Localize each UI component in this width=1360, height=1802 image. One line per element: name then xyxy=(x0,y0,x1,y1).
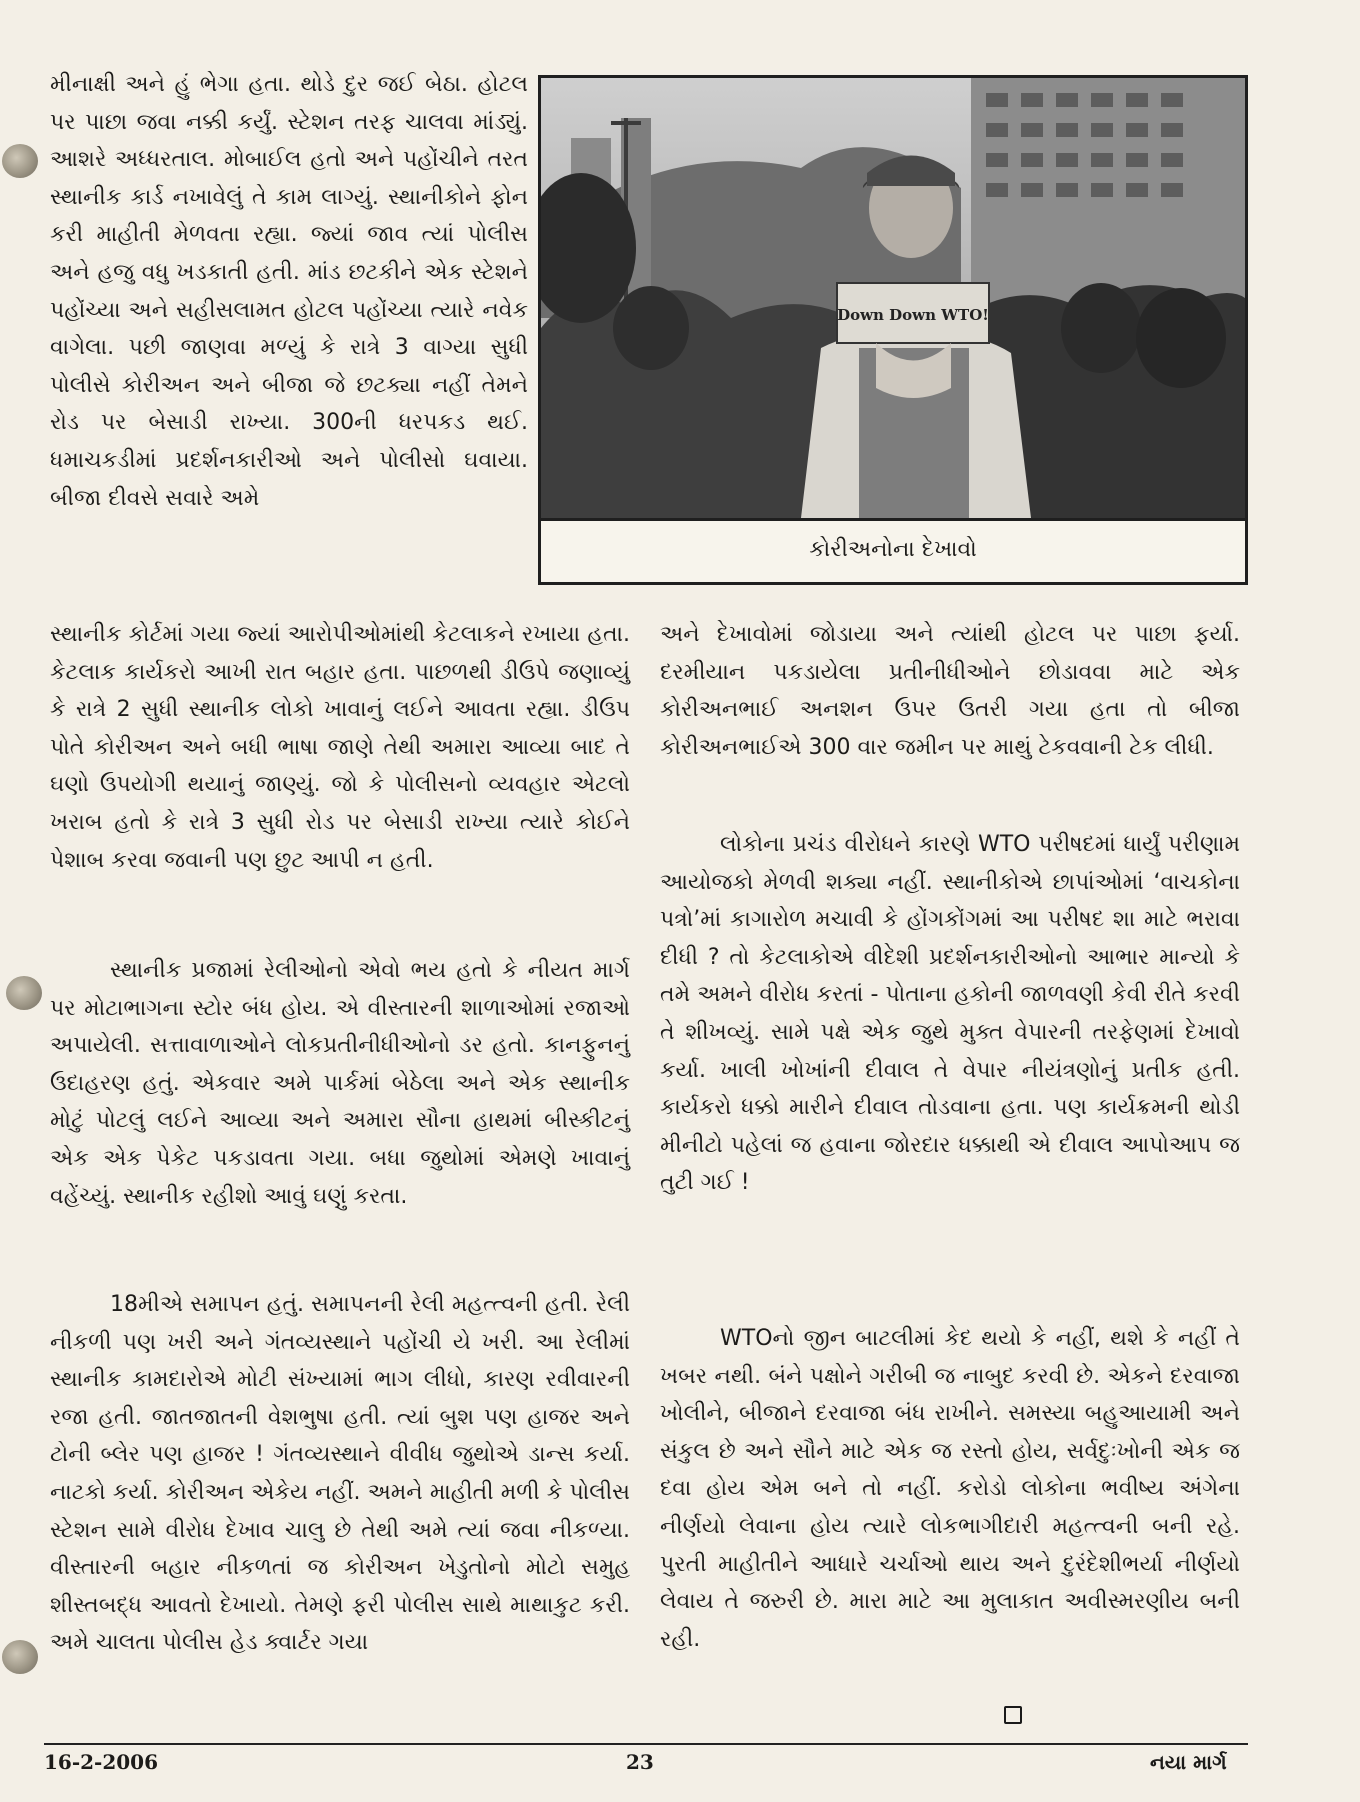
end-of-article-mark xyxy=(1004,1706,1022,1724)
page-number: 23 xyxy=(626,1750,654,1774)
punch-hole-top xyxy=(2,144,38,178)
footer-date: 16-2-2006 xyxy=(44,1750,159,1774)
punch-hole-middle xyxy=(6,976,42,1010)
footer-rule xyxy=(44,1743,1248,1745)
article-paragraph-3: સ્થાનીક પ્રજામાં રેલીઓનો એવો ભય હતો કે નીયત માર્ગ પર મોટાભાગના સ્ટોર બંધ હોય. એ વીસ્તારની શાળાઓમાં રજાઓ અપાયેલી. સત્તાવાળાઓને લોકપ્રતીનીધીઓનો ડર હતો. કાનફુનનું ઉદાહરણ હતું. એકવાર અમે પાર્કમાં બેઠેલા અને એક સ્થાનીક મોટું પોટલું લઈને આવ્યા અને અમારા સૌના હાથમાં બીસ્કીટનું એક એક પેકેટ પકડાવતા ગયા. બધા જુથોમાં એમણે ખાવાનું વહેંચ્યું. સ્થાનીક રહીશો આવું ઘણું કરતા. xyxy=(50,958,630,1209)
photo-figure xyxy=(538,75,1248,585)
article-paragraph-2: સ્થાનીક કોર્ટમાં ગયા જ્યાં આરોપીઓમાંથી કેટલાકને રખાયા હતા. કેટલાક કાર્યકરો આખી રાત બહાર હતા. પાછળથી ડીઉપે જણાવ્યું કે રાત્રે 2 સુધી સ્થાનીક લોકો ખાવાનું લઈને આવતા રહ્યા. ડીઉપ પોતે કોરીઅન અને બધી ભાષા જાણે તેથી અમારા આવ્યા બાદ તે ઘણો ઉપયોગી થયાનું જાણ્યું. જો કે પોલીસનો વ્યવહાર એટલો ખરાબ હતો કે રાત્રે 3 સુધી રોડ પર બેસાડી રાખ્યા ત્યારે કોઈને પેશાબ કરવા જવાની પણ છુટ આપી ન હતી. xyxy=(50,622,630,873)
punch-hole-bottom xyxy=(2,1640,38,1674)
protest-sign-text: Down Down WTO! xyxy=(837,306,989,324)
article-paragraph-1: મીનાક્ષી અને હું ભેગા હતા. થોડે દુર જઈ બેઠા. હોટલ પર પાછા જવા નક્કી કર્યું. સ્ટેશન તરફ ચાલવા માંડ્યું. આશરે અધ્ધરતાલ. મોબાઈલ હતો અને પહોંચીને તરત સ્થાનીક કાર્ડ નખાવેલું તે કામ લાગ્યું. સ્થાનીકોને ફોન કરી માહીતી મેળવતા રહ્યા. જ્યાં જાવ ત્યાં પોલીસ અને હજુ વધુ ખડકાતી હતી. માંડ છટકીને એક સ્ટેશને પહોંચ્યા અને સહીસલામત હોટલ પહોંચ્યા ત્યારે નવેક વાગેલા. પછી જાણવા મળ્યું કે રાત્રે 3 વાગ્યા સુધી પોલીસે કોરીઅન અને બીજા જે છટક્યા નહીં તેમને રોડ પર બેસાડી રાખ્યા. 300ની ધરપકડ થઈ. ધમાચકડીમાં પ્રદર્શનકારીઓ અને પોલીસો ઘવાયા. બીજા દીવસે સવારે અમે xyxy=(50,72,528,511)
article-paragraph-5: અને દેખાવોમાં જોડાયા અને ત્યાંથી હોટલ પર પાછા ફર્યા. દરમીયાન પકડાયેલા પ્રતીનીધીઓને છોડાવવા માટે એક કોરીઅનભાઈ અનશન ઉપર ઉતરી ગયા હતા તો બીજા કોરીઅનભાઈએ 300 વાર જમીન પર માથું ટેકવવાની ટેક લીધી. xyxy=(660,622,1240,760)
article-paragraph-6: લોકોના પ્રચંડ વીરોધને કારણે WTO પરીષદમાં ધાર્યું પરીણામ આયોજકો મેળવી શક્યા નહીં. સ્થાનીકોએ છાપાંઓમાં ‘વાચકોના પત્રો’માં કાગારોળ મચાવી કે હોંગકોંગમાં આ પરીષદ શા માટે ભરાવા દીધી ? તો કેટલાકોએ વીદેશી પ્રદર્શનકારીઓનો આભાર માન્યો કે તમે અમને વીરોધ કરતાં - પોતાના હકોની જાળવણી કેવી રીતે કરવી તે શીખવ્યું. સામે પક્ષે એક જુથે મુક્ત વેપારની તરફેણમાં દેખાવો કર્યા. ખાલી ખોખાંની દીવાલ તે વેપાર નીયંત્રણોનું પ્રતીક હતી. કાર્યકરો ધક્કો મારીને દીવાલ તોડવાના હતા. પણ કાર્યક્રમની થોડી મીનીટો પહેલાં જ હવાના જોરદાર ધક્કાથી એ દીવાલ આપોઆપ જ તુટી ગઈ ! xyxy=(660,832,1240,1196)
magazine-name: નયા માર્ગ xyxy=(1150,1750,1227,1774)
photo-caption: કોરીઅનોના દેખાવો xyxy=(541,518,1245,582)
article-paragraph-4: 18મીએ સમાપન હતું. સમાપનની રેલી મહત્ત્વની હતી. રેલી નીકળી પણ ખરી અને ગંતવ્યસ્થાને પહોંચી યે ખરી. આ રેલીમાં સ્થાનીક કામદારોએ મોટી સંખ્યામાં ભાગ લીધો, કારણ રવીવારની રજા હતી. જાતજાતની વેશભુષા હતી. ત્યાં બુશ પણ હાજર અને ટોની બ્લેર પણ હાજર ! ગંતવ્યસ્થાને વીવીધ જુથોએ ડાન્સ કર્યા. નાટકો કર્યા. કોરીઅન એકેય નહીં. અમને માહીતી મળી કે પોલીસ સ્ટેશન સામે વીરોધ દેખાવ ચાલુ છે તેથી અમે ત્યાં જવા નીકળ્યા. વીસ્તારની બહાર નીકળતાં જ કોરીઅન ખેડુતોનો મોટો સમુહ શીસ્તબદ્ધ આવતો દેખાયો. તેમણે ફરી પોલીસ સાથે માથાકુટ કરી. અમે ચાલતા પોલીસ હેડ ક્વાર્ટર ગયા xyxy=(50,1292,630,1656)
article-paragraph-7: WTOનો જીન બાટલીમાં કેદ થયો કે નહીં, થશે કે નહીં તે ખબર નથી. બંને પક્ષોને ગરીબી જ નાબુદ કરવી છે. એકને દરવાજા ખોલીને, બીજાને દરવાજા બંધ રાખીને. સમસ્યા બહુઆયામી અને સંકુલ છે અને સૌને માટે એક જ રસ્તો હોય, સર્વદુઃખોની એક જ દવા હોય એમ બને તો નહીં. કરોડો લોકોના ભવીષ્ય અંગેના નીર્ણયો લેવાના હોય ત્યારે લોકભાગીદારી મહત્ત્વની બની રહે. પુરતી માહીતીને આધારે ચર્ચાઓ થાય અને દુરંદેશીભર્યા નીર્ણયો લેવાય તે જરુરી છે. મારા માટે આ મુલાકાત અવીસ્મરણીય બની રહી. xyxy=(660,1326,1240,1652)
protest-photo xyxy=(541,78,1245,518)
